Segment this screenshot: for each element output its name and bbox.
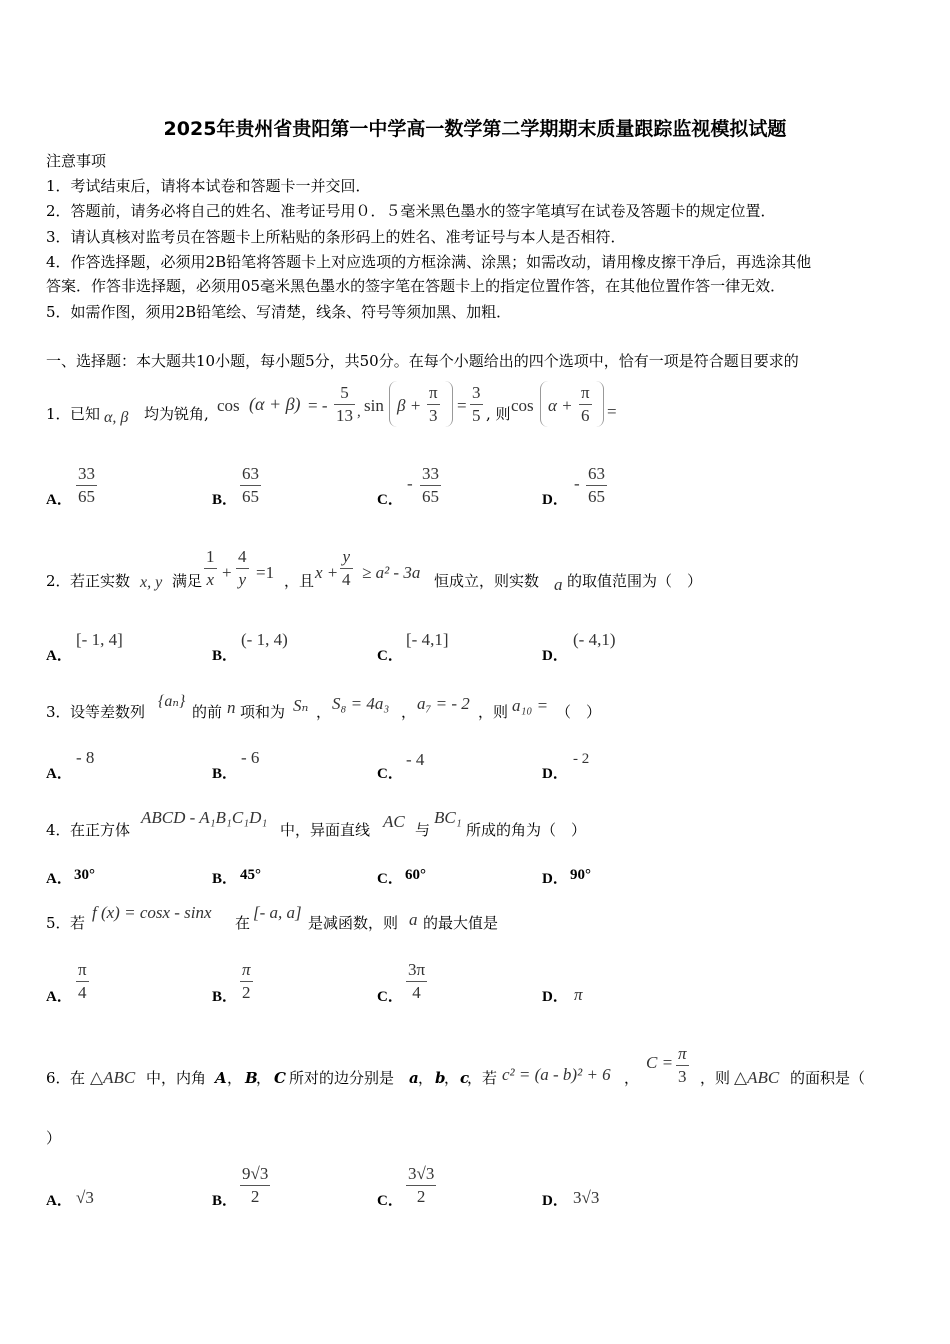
notice-item: 3．请认真核对监考员在答题卡上所粘贴的条形码上的姓名、准考证号与本人是否相符． (46, 228, 626, 246)
option-label: C． (377, 989, 403, 1005)
q-math: A (215, 1069, 227, 1087)
q-text: 与 (415, 821, 431, 839)
numerator: y (340, 546, 353, 569)
q-number: 2． (46, 572, 71, 590)
notice-item: 5．如需作图，须用2B铅笔绘、写清楚，线条、符号等须加黑、加粗． (46, 303, 512, 321)
option-c-value (406, 1163, 436, 1208)
option-sign: - (574, 474, 580, 493)
q-text: ，且 (284, 572, 315, 590)
q-number: 5． (46, 914, 71, 932)
q-text: 的面积是（ (790, 1069, 866, 1087)
q-text: 若 (70, 914, 86, 932)
option-b-value: - 6 (241, 748, 260, 767)
notice-item: 2．答题前，请务必将自己的姓名、准考证号用０．５毫米黑色墨水的签字笔填写在试卷及答题卡的规定位置． (46, 202, 776, 220)
q-text: ， (227, 1069, 243, 1087)
option-label: C． (377, 492, 403, 508)
fraction (427, 382, 440, 427)
option-a-value (76, 463, 97, 508)
q-math: , (357, 404, 361, 420)
denominator: 65 (588, 487, 605, 506)
option-d-value: 90° (570, 867, 591, 883)
q-math: a₇ = - 2 (417, 694, 470, 713)
q-math: x + (315, 563, 339, 582)
option-a-value: [- 1, 4] (76, 630, 123, 649)
q-math: C = (646, 1053, 674, 1072)
denominator: 65 (422, 487, 439, 506)
q-math: α, β (104, 409, 129, 426)
q-text: 所成的角为（ ） (466, 821, 587, 839)
q-text: ， (401, 703, 417, 721)
numerator: 3 (470, 382, 483, 405)
q-text: 所对的边分别是 (289, 1069, 395, 1087)
q-number: 3． (46, 703, 71, 721)
denominator: 4 (412, 983, 421, 1002)
q-text: 若正实数 (70, 572, 131, 590)
option-c-value: [- 4,1] (406, 630, 449, 649)
fraction (204, 546, 217, 591)
option-d-value: π (574, 985, 583, 1004)
q-math: b (435, 1069, 446, 1087)
denominator: 5 (472, 406, 481, 425)
numerator: 63 (240, 463, 261, 486)
option-label: A． (46, 492, 72, 508)
option-d-value (586, 463, 607, 508)
option-c-value: - 4 (406, 750, 425, 769)
denominator: 3 (678, 1067, 687, 1086)
numerator: 63 (586, 463, 607, 486)
q-math: α + (548, 396, 573, 415)
q-math: cos (217, 396, 240, 415)
option-label: A． (46, 766, 72, 782)
option-d-value: (- 4,1) (573, 630, 616, 649)
option-label: C． (377, 648, 403, 664)
numerator: 3√3 (406, 1163, 436, 1186)
denominator: 13 (336, 406, 353, 425)
q-number: 6． (46, 1069, 71, 1087)
fraction (470, 382, 483, 427)
option-a-value: √3 (76, 1188, 94, 1207)
q-text: ，则 (700, 1069, 731, 1087)
q-math: AC (383, 812, 405, 831)
q-text: ，则 (478, 703, 509, 721)
option-label: B． (212, 871, 238, 887)
q-text: 的最大值是 (423, 914, 499, 932)
q-math: =1 (256, 563, 275, 582)
numerator: 9√3 (240, 1163, 270, 1186)
q-math: sin (364, 396, 384, 415)
q-text: ） (46, 1129, 62, 1147)
option-label: A． (46, 648, 72, 664)
numerator: π (676, 1043, 689, 1066)
q-math: ABCD - A₁B₁C₁D₁ (141, 808, 268, 827)
option-a-value (76, 959, 89, 1004)
q-math: a (554, 575, 563, 594)
option-label: A． (46, 871, 72, 887)
q-math: c² = (a - b)² + 6 (502, 1065, 611, 1084)
option-label: C． (377, 1193, 403, 1209)
q-math: B (245, 1069, 258, 1087)
q-math: S₈ = 4a₃ (332, 694, 390, 713)
q-math: a₁₀ = (512, 696, 549, 715)
q-math: ≥ a² - 3a (362, 563, 421, 582)
fraction (340, 546, 353, 591)
q-text: ， (444, 1069, 460, 1087)
option-label: B． (212, 492, 238, 508)
denominator: 65 (78, 487, 95, 506)
option-label: A． (46, 989, 72, 1005)
denominator: 2 (416, 1187, 426, 1206)
option-label: B． (212, 766, 238, 782)
option-label: D． (542, 989, 568, 1005)
q-math: (α + β) (249, 394, 301, 414)
option-c-value: 60° (405, 867, 426, 883)
option-b-value (240, 463, 261, 508)
q-math: = - (308, 396, 328, 415)
q-math: a (409, 1069, 419, 1087)
numerator: 33 (420, 463, 441, 486)
q-text: ， (256, 1069, 272, 1087)
denominator: 65 (242, 487, 259, 506)
q-math: n (227, 698, 236, 717)
q-math: BC₁ (434, 808, 462, 827)
q-text: 的取值范围为（ ） (567, 572, 703, 590)
numerator: 1 (204, 546, 217, 569)
q-math: x, y (140, 574, 163, 591)
q-text: 满足 (172, 572, 203, 590)
q-math: β + (397, 396, 422, 415)
numerator: 3π (406, 959, 427, 982)
option-label: B． (212, 989, 238, 1005)
q-math: = (457, 396, 467, 415)
denominator: y (238, 570, 247, 589)
q-text: ，若 (467, 1069, 498, 1087)
denominator: x (206, 570, 215, 589)
option-label: C． (377, 766, 403, 782)
page-title: 2025年贵州省贵阳第一中学高一数学第二学期期末质量跟踪监视模拟试题 (163, 118, 787, 140)
q-text: 的前 (192, 703, 223, 721)
option-label: B． (212, 648, 238, 664)
q-text: 设等差数列 (70, 703, 146, 721)
denominator: 6 (581, 406, 590, 425)
option-label: D． (542, 492, 568, 508)
q-math: Sₙ (293, 696, 309, 715)
q-math: △ABC (90, 1068, 136, 1087)
q-text: （ ） (556, 703, 602, 721)
numerator: π (427, 382, 440, 405)
option-c-value (420, 463, 441, 508)
numerator: 4 (236, 546, 249, 569)
option-label: D． (542, 766, 568, 782)
q-text: ， (624, 1069, 640, 1087)
numerator: π (240, 959, 253, 982)
denominator: 4 (78, 983, 87, 1002)
option-label: D． (542, 871, 568, 887)
denominator: 4 (342, 570, 351, 589)
q-math: △ABC (734, 1068, 780, 1087)
q-math: = (607, 402, 617, 421)
q-text: 中，异面直线 (280, 821, 371, 839)
q-math: + (222, 563, 232, 582)
option-label: D． (542, 1193, 568, 1209)
denominator: 2 (242, 983, 251, 1002)
q-math: [- a, a] (253, 903, 302, 922)
option-b-value: (- 1, 4) (241, 630, 288, 649)
option-d-value: 3√3 (573, 1188, 600, 1207)
q-text: , 则 (486, 405, 511, 423)
q-number: 4． (46, 821, 71, 839)
numerator: π (579, 382, 592, 405)
numerator: π (76, 959, 89, 982)
denominator: 3 (429, 406, 438, 425)
q-math: cos (511, 396, 534, 415)
option-d-value: - 2 (573, 751, 590, 767)
option-b-value (240, 1163, 270, 1208)
numerator: 5 (334, 382, 355, 405)
notice-heading: 注意事项 (46, 152, 107, 170)
q-math: C (274, 1069, 286, 1087)
fraction (579, 382, 592, 427)
denominator: 2 (250, 1187, 260, 1206)
q-text: ， (418, 1069, 434, 1087)
fraction (236, 546, 249, 591)
numerator: 33 (76, 463, 97, 486)
q-math: a (409, 910, 418, 929)
q-text: 恒成立，则实数 (434, 572, 540, 590)
q-math: {aₙ} (158, 693, 186, 710)
q-math: f (x) = cosx - sinx (92, 903, 212, 922)
option-label: A． (46, 1193, 72, 1209)
q-text: 在 (235, 914, 251, 932)
q-number: 1． (46, 405, 71, 423)
notice-item: 4．作答选择题，必须用2B铅笔将答题卡上对应选项的方框涂满、涂黑；如需改动，请用橡皮擦干净后，再选涂其他 (46, 253, 812, 271)
q-text: 中，内角 (146, 1069, 207, 1087)
fraction (676, 1043, 689, 1088)
q-text: 在 (70, 1069, 86, 1087)
option-a-value: - 8 (76, 748, 95, 767)
option-label: C． (377, 871, 403, 887)
notice-item: 1．考试结束后，请将本试卷和答题卡一并交回． (46, 177, 371, 195)
notice-item: 答案．作答非选择题，必须用05毫米黑色墨水的签字笔在答题卡上的指定位置作答，在其他位置作答一律无效． (46, 277, 786, 295)
option-c-value (406, 959, 427, 1004)
section-heading: 一、选择题：本大题共10小题，每小题5分，共50分。在每个小题给出的四个选项中，恰有一项是符合题目要求的 (46, 352, 799, 370)
q-math: c (460, 1069, 470, 1087)
option-label: B． (212, 1193, 238, 1209)
q-text: ， (316, 703, 332, 721)
option-label: D． (542, 648, 568, 664)
q-text: 项和为 (240, 703, 286, 721)
q-text: 均为锐角, (144, 405, 209, 423)
option-b-value (240, 959, 253, 1004)
q-text: 是减函数，则 (308, 914, 399, 932)
q-text: 已知 (70, 405, 101, 423)
option-sign: - (407, 474, 413, 493)
option-b-value: 45° (240, 867, 261, 883)
option-a-value: 30° (74, 867, 95, 883)
fraction (334, 382, 355, 427)
q-text: 在正方体 (70, 821, 131, 839)
